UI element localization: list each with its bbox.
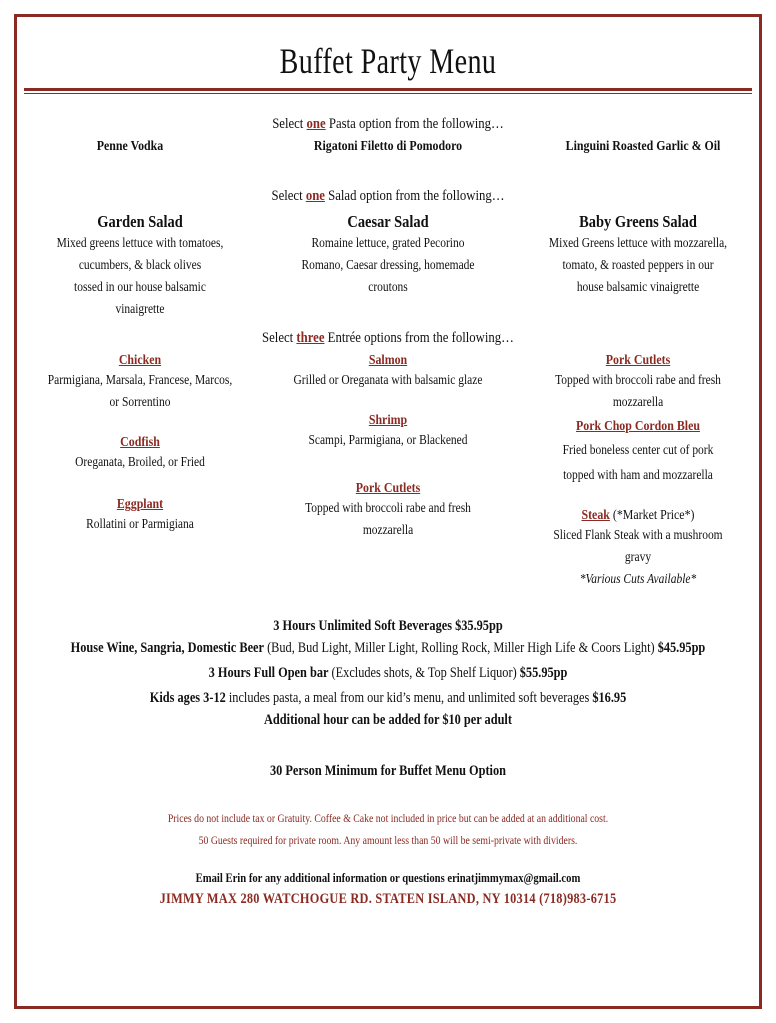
minimum-guests: 30 Person Minimum for Buffet Menu Option xyxy=(269,763,506,779)
entree-name: Codfish xyxy=(120,435,160,450)
bev-open-bar: 3 Hours Full Open bar (Excludes shots, & Top Shelf Liquor) $55.95pp xyxy=(208,665,568,681)
entree-pork-cutlets xyxy=(288,481,489,541)
page-title: Buffet Party Menu xyxy=(279,41,497,81)
salad-desc: Mixed greens lettuce with tomatoes, cucumbers, & black olives tossed in our house balsamic vinaigrette xyxy=(56,235,224,316)
entree-codfish xyxy=(38,435,242,473)
note-prices: Prices do not include tax or Gratuity. Coffee & Cake not included in price but can be added at an additional cost. xyxy=(167,813,609,825)
entree-chicken xyxy=(38,353,242,413)
note-private-room: 50 Guests required for private room. Any amount less than 50 will be semi-private with dividers. xyxy=(198,835,578,847)
entree-salmon xyxy=(288,353,489,391)
salad-name: Baby Greens Salad xyxy=(579,212,697,231)
contact-address: JIMMY MAX 280 WATCHOGUE RD. STATEN ISLAND, NY 10314 (718)983-6715 xyxy=(159,891,617,907)
entree-name: Pork Chop Cordon Bleu xyxy=(576,419,700,434)
entree-name: Salmon xyxy=(368,353,408,368)
pasta-option-3: Linguini Roasted Garlic & Oil xyxy=(565,139,721,154)
entree-eggplant xyxy=(38,497,242,535)
entree-pork-chop xyxy=(534,419,741,487)
entree-name: Pork Cutlets xyxy=(355,481,421,496)
title-divider xyxy=(24,88,752,91)
entree-desc: Scampi, Parmigiana, or Blackened xyxy=(308,432,468,447)
pasta-select-heading: Select one Pasta option from the following… xyxy=(272,116,504,132)
contact-email-line: Email Erin for any additional information or questions erinatjimmymax@gmail.com xyxy=(195,871,581,885)
salad-name: Garden Salad xyxy=(97,212,183,231)
entree-pork-cutlets-2 xyxy=(534,353,741,413)
bev-wine-beer: House Wine, Sangria, Domestic Beer (Bud, Bud Light, Miller Light, Rolling Rock, Miller High Life & Coors Light) $45.95pp xyxy=(70,640,706,656)
entree-desc: Topped with broccoli rabe and fresh mozzarella xyxy=(555,372,721,409)
bev-additional-hour: Additional hour can be added for $10 per adult xyxy=(264,712,512,728)
entree-steak xyxy=(534,508,741,590)
entree-name: Chicken xyxy=(118,353,162,368)
salad-select-heading: Select one Salad option from the following… xyxy=(271,188,505,204)
salad-desc: Mixed Greens lettuce with mozzarella, tomato, & roasted peppers in our house balsamic vinaigrette xyxy=(548,235,728,294)
title-divider-thin xyxy=(24,93,752,94)
entree-name: Eggplant xyxy=(116,497,164,512)
salad-caesar xyxy=(288,212,489,298)
entree-desc: Fried boneless center cut of pork topped with ham and mozzarella xyxy=(562,442,714,482)
bev-soft: 3 Hours Unlimited Soft Beverages $35.95pp xyxy=(273,618,503,634)
entree-desc: Oreganata, Broiled, or Fried xyxy=(75,454,205,469)
salad-desc: Romaine lettuce, grated Pecorino Romano, Caesar dressing, homemade croutons xyxy=(301,235,475,294)
entree-name: Pork Cutlets xyxy=(605,353,671,368)
salad-garden xyxy=(38,212,242,320)
entree-desc: Sliced Flank Steak with a mushroom gravy *Various Cuts Available* xyxy=(553,527,723,586)
entree-desc: Grilled or Oreganata with balsamic glaze xyxy=(293,372,483,387)
pasta-option-2: Rigatoni Filetto di Pomodoro xyxy=(313,139,463,154)
pasta-option-1: Penne Vodka xyxy=(96,139,164,154)
entree-name: Shrimp xyxy=(368,413,408,428)
entree-desc: Parmigiana, Marsala, Francese, Marcos, or Sorrentino xyxy=(47,372,233,409)
entree-steak-heading: Steak (*Market Price*) xyxy=(581,508,695,523)
entree-desc: Topped with broccoli rabe and fresh mozzarella xyxy=(305,500,471,537)
entree-select-heading: Select three Entrée options from the following… xyxy=(262,330,514,346)
salad-baby-greens xyxy=(534,212,741,298)
entree-desc: Rollatini or Parmigiana xyxy=(86,516,194,531)
bev-kids: Kids ages 3-12 includes pasta, a meal from our kid’s menu, and unlimited soft beverages $16.95 xyxy=(149,690,627,706)
entree-shrimp xyxy=(288,413,489,451)
salad-name: Caesar Salad xyxy=(347,212,429,231)
